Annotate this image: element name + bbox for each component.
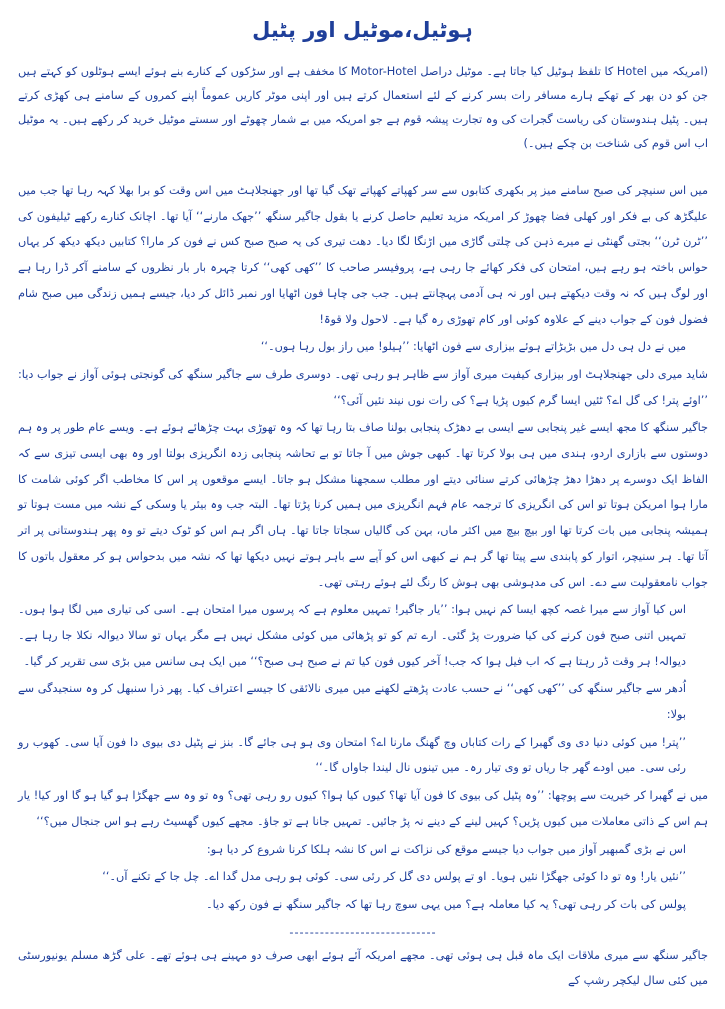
page-title: ہوٹیل،موٹیل اور پٹیل [252, 18, 473, 42]
paragraph-6: اُدھر سے جاگیر سنگھ کی ’’کھی کھی‘‘ نے حسب عادت پڑھتے لکھنے میں میری نالائقی کا جیسے اعتراف کیا۔ پھر ذرا سنبھل کر وہ سنجیدگی سے بولا: [18, 682, 686, 722]
paragraph-11: پولس کی بات کر رہی تھی؟ یہ کیا معاملہ ہے؟ میں یہی سوچ رہا تھا کہ جاگیر سنگھ نے فون رکھ دیا۔ [205, 897, 686, 911]
paragraph-10: ’’نئیں یار! وہ تو دا کوئی جھگڑا نئیں ہویا۔ او تے پولس دی گل کر رئی سی۔ کوئی ہو رہی مدل گدا اے۔ چل جا کے تکنے آں۔‘‘ [102, 870, 686, 884]
paragraph-4: جاگیر سنگھ کا مجھ ایسے غیر پنجابی سے ایسی بے دھڑک پنجابی بولنا صاف بتا رہا تھا کہ وہ تھوڑی بہت چڑھائے ہوئے ہے۔ ویسے عام طور پر وہ ہم دوستوں سے بازاری اردو، ہندی میں ہی بولا کرتا تھا۔ کبھی جوش میں آ جاتا تو بے تحاشہ پنجابی زدہ انگریزی بولتا اور وہ بھی ایسی تیزی سے کہ الفاظ ایک دوسرے پر دھڑا دھڑ چڑھائی کرتے سنائی دیتے اور مطلب سمجھنا مشکل ہو جاتا۔ ایسے موقعوں پر اس کا مخاطب اگر کوئی شامت کا مارا ہوا امریکن ہوتا تو اس کی انگریزی کا ترجمہ عام فہم انگریزی میں ہمیں کرنا پڑتا تھا۔ البتہ جب وہ بیئر یا وسکی کے نشہ میں مست ہوتا تو ہمیشہ پنجابی میں بات کرتا تھا اور بیچ بیچ میں اکثر ماں، بہن کی گالیاں سجاتا جاتا تھا۔ ہاں اگر ہم اس کو ٹوک دیتے تو وہ پھر ہندوستانی پر اتر آتا تھا۔ ہر سنیچر، اتوار کو پابندی سے پیتا تھا گر ہم نے کبھی اس کو آپے سے باہر ہوتے نہیں دیکھا تھا کہ نشہ میں بدحواس ہو کر معقول باتوں کا جواب نامعقولیت سے دے۔ اس کی مدہوشی بھی ہوش کا رنگ لئے ہوئے رہتی تھی۔ [18, 421, 708, 589]
paragraph-7: ’’پتر! میں کوئی دنیا دی وی گھبرا کے رات کتاباں وچ گھنگ مارنا اے؟ امتحان وی ہو ہی جائے گا۔ بنز نے پٹیل دی بیوی دا فون آیا سی۔ کھوب رو رئی سی۔ میں اودے گھر جا ریاں تو وی تیار رہ۔ میں تینوں نال لیندا جاواں گا۔‘‘ [18, 735, 686, 775]
paragraph-8: میں نے گھبرا کر خیریت سے پوچھا: ’’وہ پٹیل کی بیوی کا فون آیا تھا؟ کیوں کیا ہوا؟ کیوں رو رہی تھی؟ وہ تو وہ سے جھگڑا ہو گیا ہو گا اور کیا! یار ہم اس کے ذاتی معاملات میں کیوں پڑیں؟ کہیں لینے کے دینے نہ پڑ جائیں۔ تمہیں جانا ہے تو جاؤ۔ مجھے کیوں گھسیٹ رہے ہو اس جنجال میں؟‘‘ [18, 789, 708, 828]
paragraph-2: میں نے دل ہی دل میں بڑبڑاتے ہوئے بیزاری سے فون اٹھایا: ’’ہیلو! میں راز بول رہا ہوں۔‘‘ [260, 340, 686, 354]
intro-note: (امریکہ میں Hotel کا تلفظ ہوٹیل کیا جاتا ہے۔ موٹیل دراصل Motor-Hotel کا مخفف ہے اور سڑکوں کے کنارے بنے ہوئے ایسے ہوٹلوں کو کہتے ہیں جن کو دن بھر کے تھکے ہارے مسافر رات بسر کرنے کے لئے استعمال کرتے ہیں اور اپنی موٹر کاریں عموماً اپنے کمروں کے سامنے ہی کھڑی کرتے ہیں۔ پٹیل ہندوستان کی ریاست گجرات کی وہ تجارت پیشہ قوم ہے جو امریکہ میں بے شمار چھوٹے اور سستے موٹیل خرید کر رکھے ہیں۔ یہ موٹیل اب اس قوم کی شناخت بن چکے ہیں۔) [18, 65, 708, 150]
paragraph-1: میں اس سنیچر کی صبح سامنے میز پر بکھری کتابوں سے سر کھپاتے کھپاتے تھک گیا تھا اور جھنجلاہٹ میں اس وقت کو برا بھلا کہہ رہا تھا جب میں علیگڑھ کی بے فکر اور کھلی فضا چھوڑ کر امریکہ مزید تعلیم حاصل کرنے یا بقول جاگیر سنگھ ’’جھک مارنے‘‘ آیا تھا۔ اچانک کنارے رکھے ٹیلیفون کی ’’ٹرن ٹرن‘‘ بجتی گھنٹی نے میرے ذہن کی چلتی گاڑی میں اڑنگا لگا دیا۔ دھت تیری کی یہ صبح صبح کس نے فون کر مارا؟ کتابیں دیکھ دیکھ کر یہاں حواس باختہ ہو رہے ہیں، امتحان کی فکر کھائے جا رہی ہے، پروفیسر صاحب کا ’’کھی کھی‘‘ کرتا چہرہ بار بار نظروں کے سامنے آکر ڈرا رہا ہے اور لوگ ہیں کہ نہ وقت دیکھتے ہیں اور نہ ہی آدمی پہچانتے ہیں۔ جب جی چاہا فون اٹھایا اور نمبر ڈائل کر دیا، جیسے ہمیں زندگی میں صبح شام فضول فون کے جواب دینے کے علاوہ کوئی اور کام تھوڑی رہ گیا ہے۔ لاحول ولا قوۃ! [18, 184, 708, 326]
closing-paragraph: جاگیر سنگھ سے میری ملاقات ایک ماہ قبل ہی ہوئی تھی۔ مجھے امریکہ آئے ہوئے ابھی صرف دو مہینے ہی ہوئے تھے۔ علی گڑھ مسلم یونیورسٹی میں کئی سال لیکچر رشپ کے [18, 948, 708, 988]
section-divider: ----------------------------- [289, 925, 437, 939]
story-body [18, 178, 708, 996]
paragraph-3: شاید میری دلی جھنجلاہٹ اور بیزاری کیفیت میری آواز سے ظاہر ہو رہی تھی۔ دوسری طرف سے جاگیر سنگھ کی گونجتی ہوئی آواز نے جواب دیا: ’’اوئے پتر! کی گل اے؟ ٹئیں ایسا گرم کیوں پڑیا ہے؟ کی رات نوں نیند نئیں آئی؟‘‘ [18, 367, 708, 407]
paragraph-5: اس کیا آواز سے میرا غصہ کچھ ایسا کم نہیں ہوا: ’’یار جاگیر! تمہیں معلوم ہے کہ پرسوں میرا امتحان ہے۔ اسی کی تیاری میں لگا ہوا ہوں۔ تمہیں اتنی صبح فون کرنے کی کیا ضرورت پڑ گئی۔ ارے تم کو تو پڑھائی میں کوئی مشکل نہیں ہے مگر یہاں تو سالا دیوالہ نکلا جا رہا ہے۔ دیوالہ! ہر وقت ڈر رہتا ہے کہ اب فیل ہوا کہ جب! آخر کیوں فون کیا تم نے صبح ہی صبح؟‘‘ میں ایک ہی سانس میں بڑی سی تقریر کر گیا۔ [18, 603, 686, 668]
paragraph-9: اس نے بڑی گمبھیر آواز میں جواب دیا جیسے موقع کی نزاکت نے اس کا نشہ ہلکا کرنا شروع کر دیا ہو: [206, 842, 686, 856]
